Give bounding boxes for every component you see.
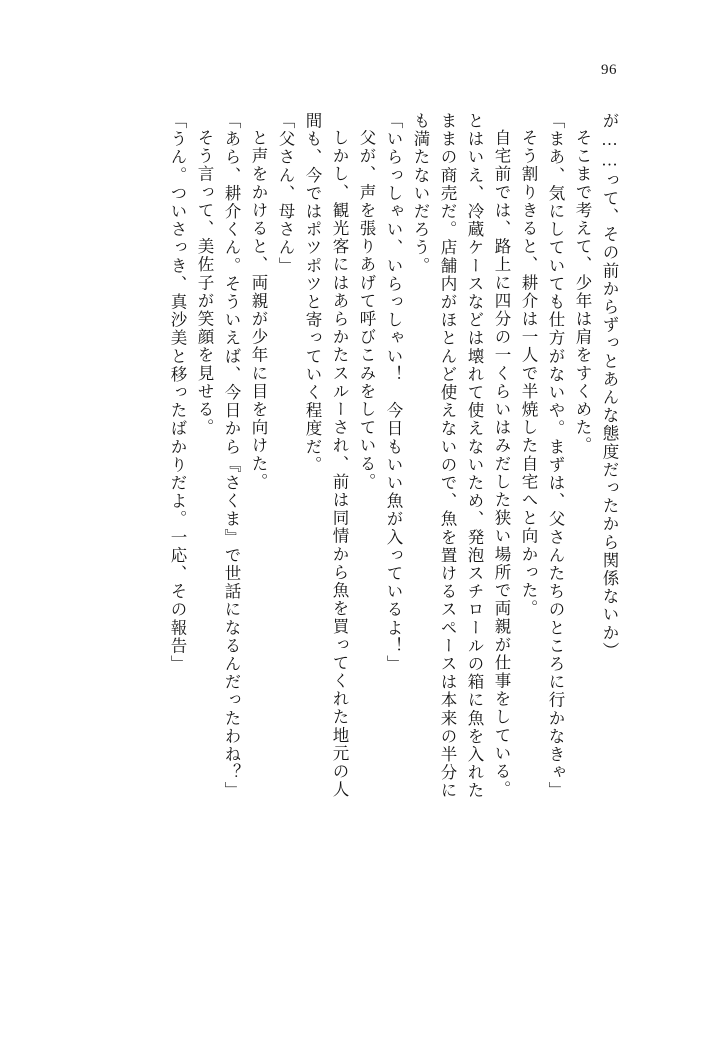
vertical-text-body bbox=[86, 112, 617, 912]
text-line: 「父さん、母さん」 bbox=[276, 112, 295, 275]
text-line: が……って、その前からずっとあんな態度だったから関係ないか） bbox=[600, 112, 619, 660]
text-line: 間も、今ではポツポツと寄っていく程度だ。 bbox=[303, 112, 322, 474]
text-line: ままの商売だ。店舗内がほとんど使えないので、魚を置けるスペースは本来の半分に bbox=[438, 112, 457, 800]
text-line: 「まあ、気にしていても仕方がないや。まずは、父さんたちのところに行かなきゃ」 bbox=[546, 112, 565, 800]
text-line: 自宅前では、路上に四分の一くらいはみだした狭い場所で両親が仕事をしている。 bbox=[492, 129, 511, 799]
text-line: とはいえ、冷蔵ケースなどは壊れて使えないため、発泡スチロールの箱に魚を入れた bbox=[465, 112, 484, 800]
text-line: も満たないだろう。 bbox=[411, 112, 430, 275]
text-line: そう割りきると、耕介は一人で半焼した自宅へと向かった。 bbox=[519, 129, 538, 618]
page-number: 96 bbox=[601, 62, 617, 78]
text-line: 「うん。ついさっき、真沙美と移ったばかりだよ。一応、その報告」 bbox=[168, 112, 187, 674]
text-line: 父が、声を張りあげて呼びこみをしている。 bbox=[357, 129, 376, 491]
text-line: しかし、観光客にはあらかたスルーされ、前は同情から魚を買ってくれた地元の人 bbox=[330, 129, 349, 799]
text-line: そこまで考えて、少年は肩をすくめた。 bbox=[573, 129, 592, 455]
text-line: 「いらっしゃい、いらっしゃい！ 今日もいい魚が入っているよ！」 bbox=[384, 112, 403, 674]
text-line: そう言って、美佐子が笑顔を見せる。 bbox=[195, 129, 214, 437]
text-line: 「あら、耕介くん。そういえば、今日から『さくま』で世話になるんだったわね？」 bbox=[222, 112, 241, 800]
text-line: と声をかけると、両親が少年に目を向けた。 bbox=[249, 129, 268, 491]
